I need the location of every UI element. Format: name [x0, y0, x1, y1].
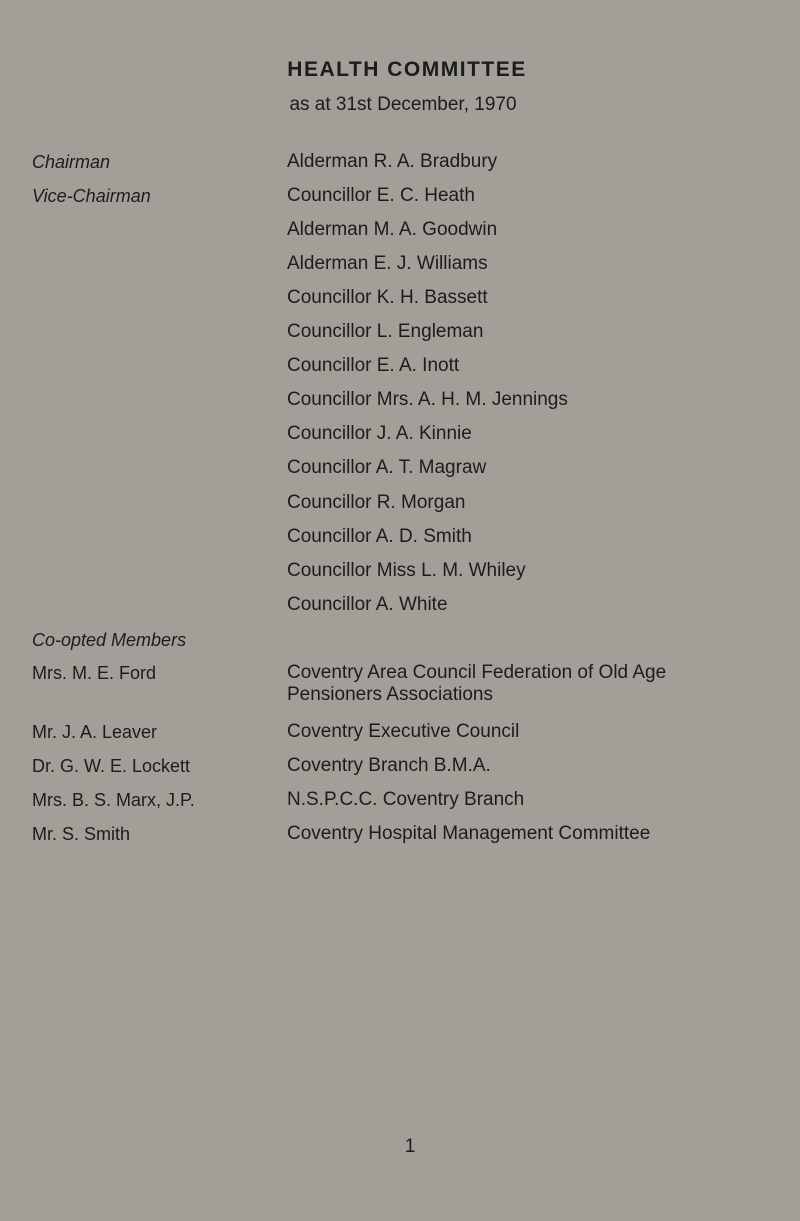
document-subtitle: as at 31st December, 1970	[289, 94, 517, 115]
member-name: Councillor Mrs. A. H. M. Jennings	[287, 389, 568, 410]
coopted-member-name: Mr. J. A. Leaver	[32, 722, 158, 742]
member-name: Councillor E. C. Heath	[287, 185, 475, 206]
chairman-label: Chairman	[32, 152, 111, 172]
coopted-member-organisation: Coventry Area Council Federation of Old Age Pensioners Associations	[287, 662, 667, 705]
member-name: Alderman M. A. Goodwin	[287, 219, 498, 240]
coopted-member-organisation: N.S.P.C.C. Coventry Branch	[287, 789, 525, 810]
member-name: Councillor E. A. Inott	[287, 355, 460, 376]
coopted-heading: Co-opted Members	[32, 630, 187, 650]
document-title: HEALTH COMMITTEE	[287, 58, 527, 81]
member-name: Alderman E. J. Williams	[287, 253, 488, 274]
coopted-member-name: Mr. S. Smith	[32, 824, 131, 844]
coopted-member-organisation: Coventry Hospital Management Committee	[287, 823, 651, 844]
coopted-member-organisation: Coventry Branch B.M.A.	[287, 755, 491, 776]
member-name: Councillor A. D. Smith	[287, 526, 472, 547]
coopted-member-organisation: Coventry Executive Council	[287, 721, 520, 742]
member-name: Councillor K. H. Bassett	[287, 287, 488, 308]
coopted-member-name: Dr. G. W. E. Lockett	[32, 756, 191, 776]
member-name: Councillor Miss L. M. Whiley	[287, 560, 526, 581]
coopted-member-name: Mrs. M. E. Ford	[32, 663, 157, 683]
member-name: Alderman R. A. Bradbury	[287, 151, 498, 172]
page-number: 1	[404, 1136, 416, 1157]
member-name: Councillor A. T. Magraw	[287, 457, 487, 478]
member-name: Councillor J. A. Kinnie	[287, 423, 472, 444]
member-name: Councillor L. Engleman	[287, 321, 484, 342]
member-name: Councillor A. White	[287, 594, 448, 615]
member-name: Councillor R. Morgan	[287, 492, 466, 513]
vice-chairman-label: Vice-Chairman	[32, 186, 151, 206]
coopted-member-name: Mrs. B. S. Marx, J.P.	[32, 790, 195, 810]
